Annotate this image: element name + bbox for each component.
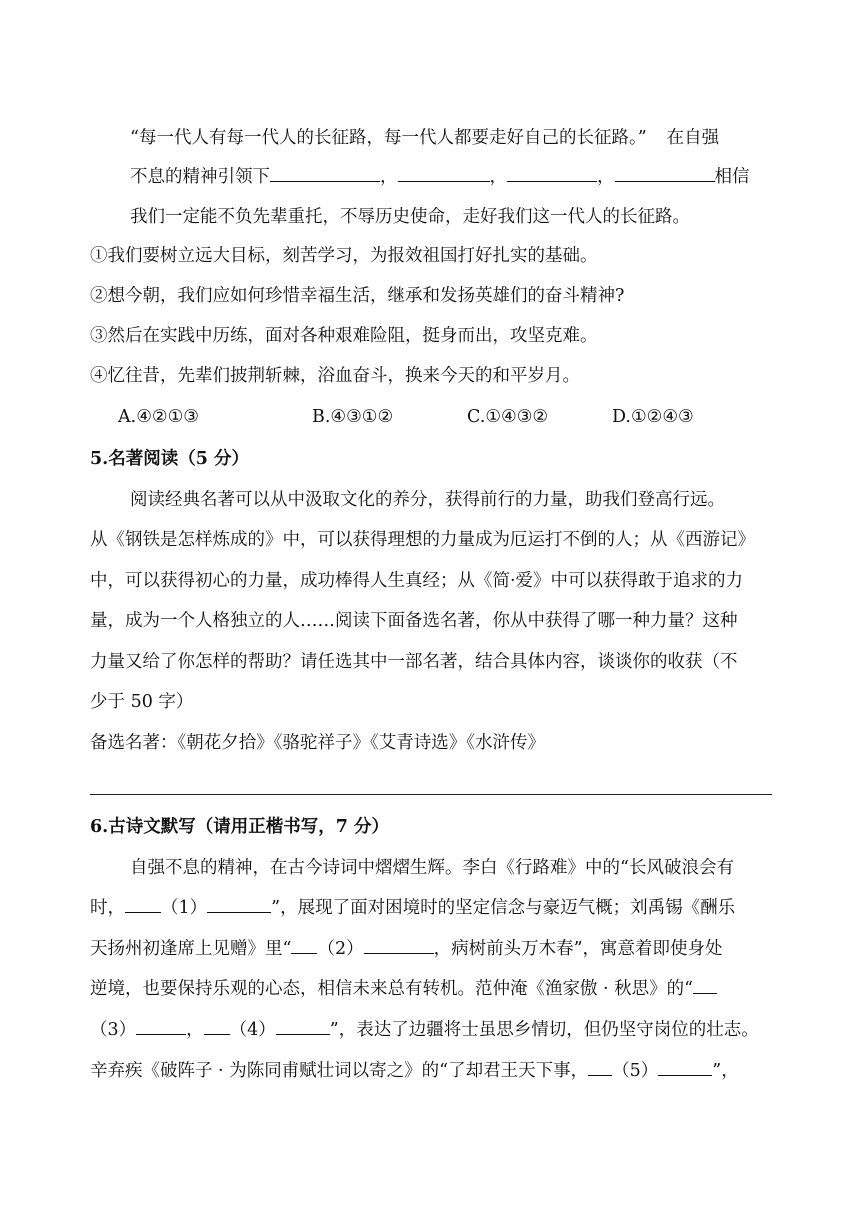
option-c[interactable]: C.①④③② (467, 407, 549, 427)
q4-intro-text: “每一代人有每一代人的长征路，每一代人都要走好自己的长征路。” (130, 128, 647, 148)
q5-line-3: 中，可以获得初心的力量，成功棒得人生真经；从《简·爱》中可以获得敢于追求的力 (90, 571, 744, 591)
q6-line-3 (90, 937, 723, 961)
blank-3b[interactable] (136, 1018, 186, 1035)
blank-marker-1: （1） (161, 898, 208, 918)
blank-1a[interactable] (125, 896, 161, 913)
blank-3a[interactable] (693, 977, 717, 994)
answer-blank-2[interactable] (398, 165, 490, 182)
blank-marker-3: （3） (90, 1020, 137, 1040)
q6-text: ”，表达了边疆将士虽思乡情切，但仍坚守岗位的壮志。 (329, 1020, 759, 1040)
blank-4b[interactable] (276, 1018, 330, 1035)
blank-5a[interactable] (588, 1059, 612, 1076)
q6-text: ”， (712, 1061, 739, 1081)
answer-blank-1[interactable] (270, 165, 380, 182)
q6-text: ”，展现了面对困境时的坚定信念与豪迈气概；刘禹锡《酬乐 (271, 898, 736, 918)
q6-line-1: 自强不息的精神，在古今诗词中熠熠生辉。李白《行路难》中的“长风破浪会有 (130, 858, 734, 878)
option-a[interactable]: A.④②①③ (118, 407, 199, 427)
q6-line-5 (90, 1018, 759, 1042)
q4-item-1: ①我们要树立远大目标，刻苦学习，为报效祖国打好扎实的基础。 (90, 246, 598, 266)
comma: ， (380, 167, 398, 187)
blank-2a[interactable] (291, 937, 317, 954)
q4-intro-line-3: 我们一定能不负先辈重托，不辱历史使命，走好我们这一代人的长征路。 (130, 207, 690, 227)
answer-blank-3[interactable] (507, 165, 597, 182)
q4-lead-text: 不息的精神引领下 (130, 167, 270, 187)
q5-line-2: 从《钢铁是怎样炼成的》中，可以获得理想的力量成为厄运打不倒的人；从《西游记》 (90, 530, 755, 550)
blank-marker-5: （5） (612, 1061, 659, 1081)
q6-title: 6.古诗文默写（请用正楷书写，7 分） (90, 817, 390, 837)
q4-intro-line-2 (130, 165, 750, 189)
comma: ， (597, 167, 615, 187)
blank-4a[interactable] (204, 1018, 230, 1035)
answer-line[interactable] (90, 794, 772, 795)
q5-line-4: 量，成为一个人格独立的人……阅读下面备选名著，你从中获得了哪一种力量？这种 (90, 611, 738, 631)
q5-line-5: 力量又给了你怎样的帮助？请任选其中一部名著，结合具体内容，谈谈你的收获（不 (90, 652, 738, 672)
comma: ， (186, 1020, 204, 1040)
option-b[interactable]: B.④③①② (312, 407, 394, 427)
q5-line-1: 阅读经典名著可以从中汲取文化的养分，获得前行的力量，助我们登高行远。 (130, 490, 725, 510)
q4-item-2: ②想今朝，我们应如何珍惜幸福生活，继承和发扬英雄们的奋斗精神? (90, 286, 625, 306)
q6-line-2 (90, 896, 735, 920)
blank-2b[interactable] (364, 937, 434, 954)
q4-intro-line-1 (130, 126, 719, 150)
q6-text: 天扬州初逢席上见赠》里“ (90, 939, 292, 959)
q5-books: 备选名著：《朝花夕拾》《骆驼祥子》《艾青诗选》《水浒传》 (90, 733, 545, 753)
q6-text: 时， (90, 898, 125, 918)
option-d[interactable]: D.①②④③ (612, 407, 694, 427)
q6-text: ，病树前头万木春”，寓意着即使身处 (433, 939, 723, 959)
q4-item-4: ④忆往昔，先辈们披荆斩棘，浴血奋斗，换来今天的和平岁月。 (90, 366, 580, 386)
q5-title: 5.名著阅读（5 分） (90, 449, 250, 469)
blank-1b[interactable] (207, 896, 271, 913)
q6-text: 辛弃疾《破阵子 · 为陈同甫赋壮词以寄之》的“了却君王天下事， (90, 1061, 589, 1081)
answer-blank-4[interactable] (615, 165, 715, 182)
q6-text: 逆境，也要保持乐观的心态，相信未来总有转机。范仲淹《渔家傲 · 秋思》的“ (90, 979, 694, 999)
q5-line-6: 少于 50 字） (90, 692, 194, 712)
blank-marker-4: （4） (229, 1020, 276, 1040)
comma: ， (489, 167, 507, 187)
q4-item-3: ③然后在实践中历练，面对各种艰难险阻，挺身而出，攻坚克难。 (90, 326, 598, 346)
blank-marker-2: （2） (317, 939, 364, 959)
blank-5b[interactable] (658, 1059, 712, 1076)
q4-intro-text-end: 在自强 (666, 128, 720, 148)
q6-line-4 (90, 977, 717, 1001)
q4-lead-text-end: 相信 (714, 167, 750, 187)
q6-line-6 (90, 1059, 739, 1083)
